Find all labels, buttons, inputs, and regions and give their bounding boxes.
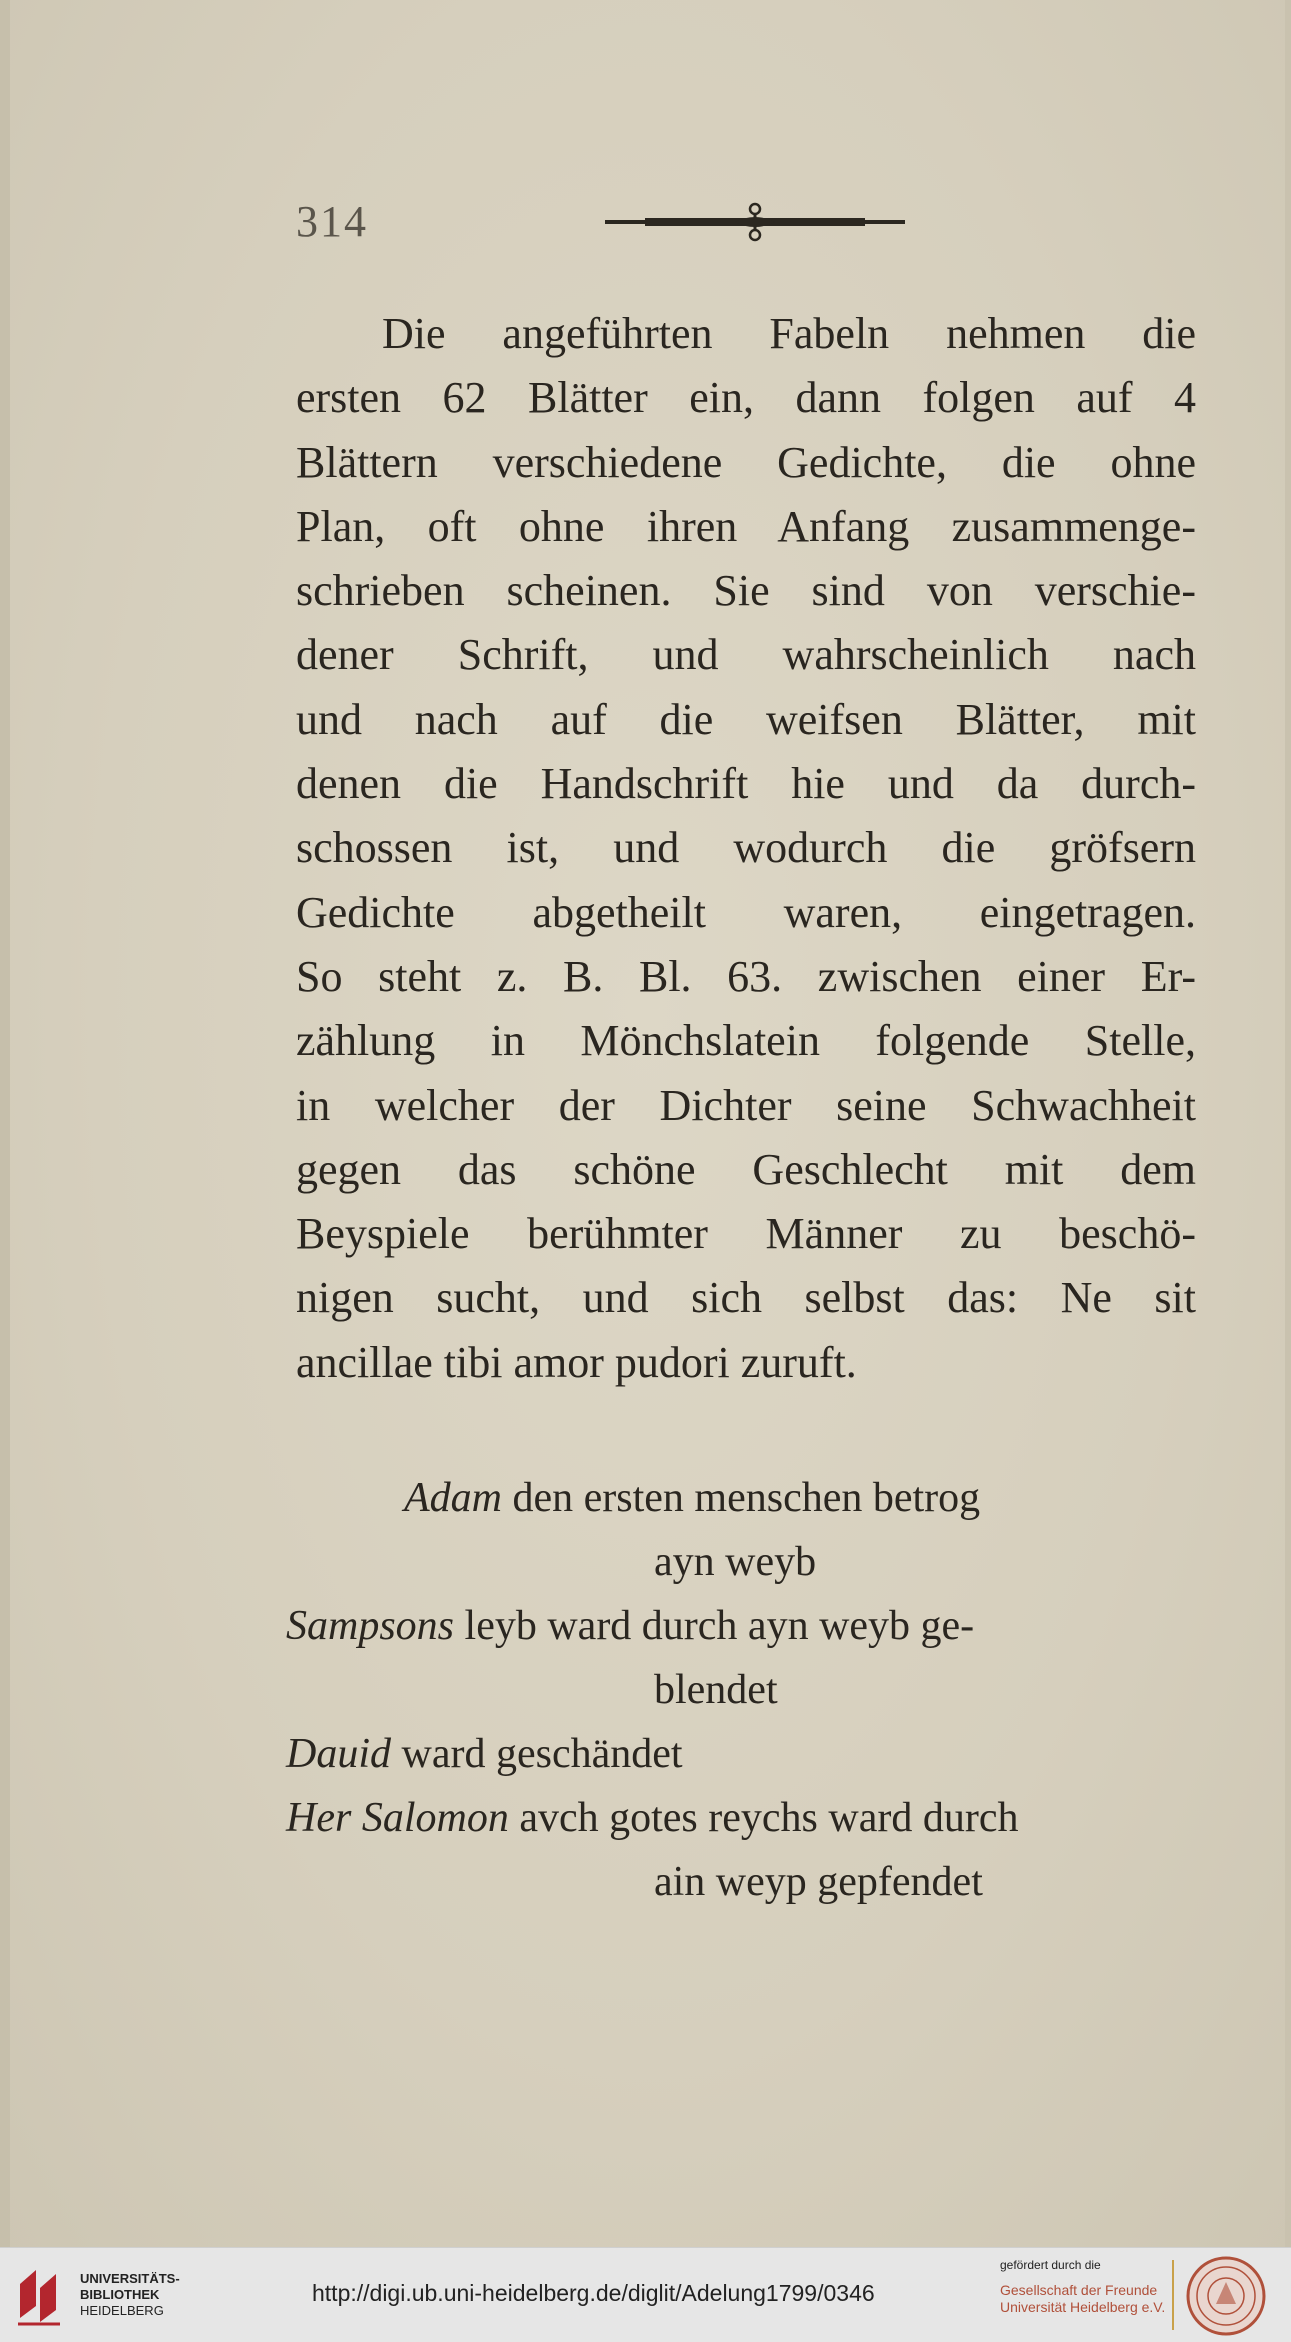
sponsor-name-line: Gesellschaft der Freunde bbox=[1000, 2282, 1158, 2298]
verse-line: ain weyp gepfendet bbox=[654, 1859, 983, 1905]
verse-line: ayn weyb bbox=[654, 1539, 817, 1585]
viewer-footer bbox=[0, 2247, 1291, 2342]
text-line: und nach auf die weifsen Blätter, mit bbox=[296, 694, 1196, 744]
verse-line bbox=[286, 1722, 1206, 1786]
text-line: in welcher der Dichter seine Schwachheit bbox=[296, 1080, 1196, 1130]
verse-text: leyb ward durch ayn weyb ge- bbox=[454, 1603, 975, 1649]
text-line: So steht z. B. Bl. 63. zwischen einer Er- bbox=[296, 951, 1196, 1001]
library-name-line: HEIDELBERG bbox=[80, 2303, 164, 2318]
text-line: gegen das schöne Geschlecht mit dem bbox=[296, 1144, 1196, 1194]
verse-text: den ersten menschen betrog bbox=[502, 1475, 981, 1521]
text-line: schossen ist, und wodurch die gröfsern bbox=[296, 823, 1196, 873]
text-line: ancillae tibi amor pudori zuruft. bbox=[296, 1337, 857, 1387]
verse-name: Adam bbox=[404, 1475, 502, 1521]
body-paragraph bbox=[296, 302, 1196, 1395]
verse-name: Her Salomon bbox=[286, 1795, 509, 1841]
verse-line: blendet bbox=[654, 1667, 778, 1713]
library-name bbox=[80, 2271, 180, 2319]
text-line: Blättern verschiedene Gedichte, die ohne bbox=[296, 437, 1196, 487]
library-name-line: UNIVERSITÄTS- bbox=[80, 2271, 180, 2286]
university-seal-icon[interactable] bbox=[1186, 2256, 1266, 2336]
text-line: zählung in Mönchslatein folgende Stelle, bbox=[296, 1016, 1196, 1066]
verse-name: Dauid bbox=[286, 1731, 391, 1777]
text-line: Die angeführten Fabeln nehmen die bbox=[382, 309, 1196, 358]
footer-divider bbox=[1172, 2260, 1174, 2330]
sponsor-label: gefördert durch die bbox=[1000, 2258, 1101, 2272]
permalink-url[interactable]: http://digi.ub.uni-heidelberg.de/diglit/Adelung1799/0346 bbox=[312, 2280, 875, 2306]
text-line: Gedichte abgetheilt waren, eingetragen. bbox=[296, 887, 1196, 937]
sponsor-name-line: Universität Heidelberg e.V. bbox=[1000, 2299, 1166, 2315]
text-line: dener Schrift, und wahrscheinlich nach bbox=[296, 630, 1196, 680]
text-line: denen die Handschrift hie und da durch- bbox=[296, 759, 1196, 809]
text-line: Plan, oft ohne ihren Anfang zusammenge- bbox=[296, 501, 1196, 551]
verse-line bbox=[286, 1594, 1206, 1658]
text-line: ersten 62 Blätter ein, dann folgen auf 4 bbox=[296, 373, 1196, 423]
text-line: Beyspiele berühmter Männer zu beschö- bbox=[296, 1209, 1196, 1259]
text-line: schrieben scheinen. Sie sind von verschie- bbox=[296, 566, 1196, 616]
library-name-line: BIBLIOTHEK bbox=[80, 2287, 160, 2302]
text-line: nigen sucht, und sich selbst das: Ne sit bbox=[296, 1273, 1196, 1323]
sponsor-name[interactable] bbox=[1000, 2282, 1165, 2316]
verse-quote bbox=[286, 1466, 1206, 1914]
verse-text: avch gotes reychs ward durch bbox=[508, 1795, 1019, 1841]
verse-line bbox=[286, 1786, 1206, 1850]
page-edge-right bbox=[1285, 0, 1291, 2247]
verse-line bbox=[286, 1466, 1206, 1530]
ornament-rule-icon bbox=[605, 200, 905, 244]
verse-text: ward geschändet bbox=[391, 1731, 683, 1777]
page-edge-left bbox=[0, 0, 10, 2247]
verse-name: Sampsons bbox=[286, 1603, 455, 1649]
library-logo-icon[interactable] bbox=[14, 2262, 72, 2328]
page-number: 314 bbox=[296, 197, 368, 246]
